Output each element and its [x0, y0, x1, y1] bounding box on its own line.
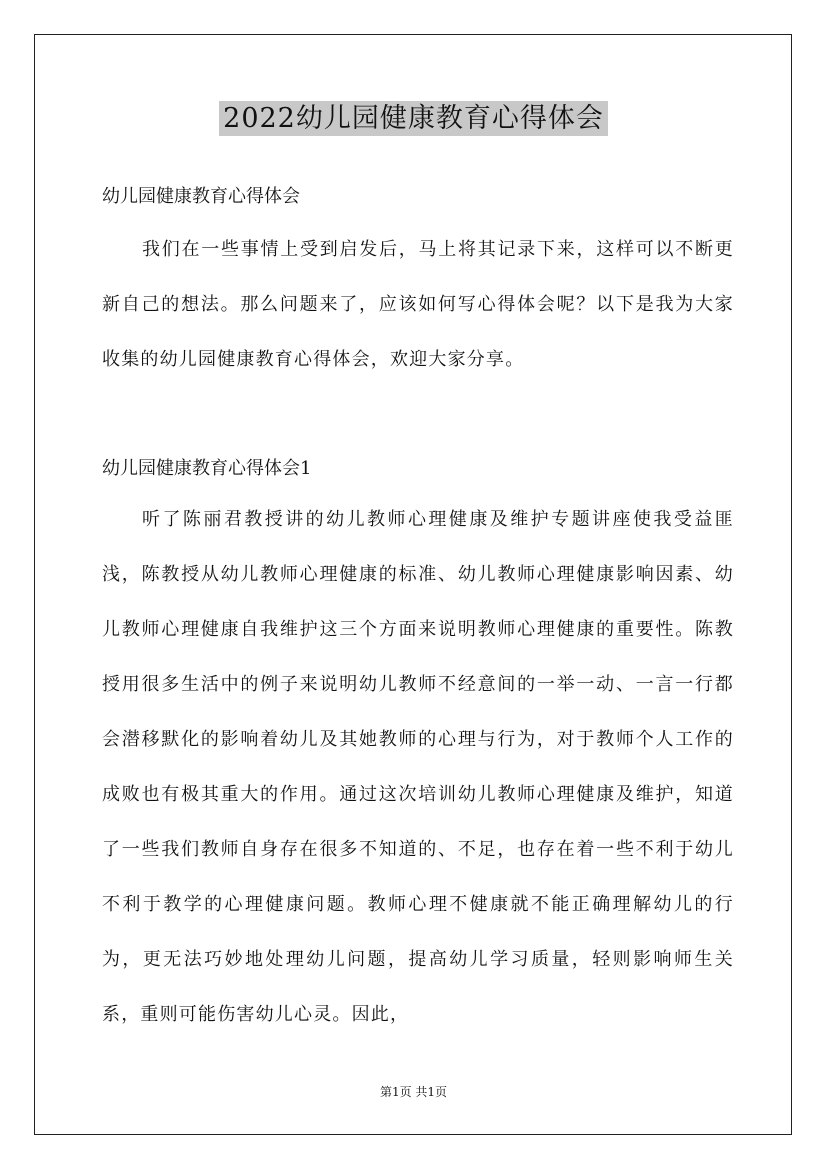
section1-heading: 幼儿园健康教育心得体会1 [102, 458, 312, 479]
document-title-container [0, 96, 827, 135]
intro-paragraph: 我们在一些事情上受到启发后，马上将其记录下来，这样可以不断更新自己的想法。那么问题来了，应该如何写心得体会呢？以下是我为大家收集的幼儿园健康教育心得体会，欢迎大家分享。 [102, 239, 734, 370]
section1-paragraph: 听了陈丽君教授讲的幼儿教师心理健康及维护专题讲座使我受益匪浅，陈教授从幼儿教师心理健康的标准、幼儿教师心理健康影响因素、幼儿教师心理健康自我维护这三个方面来说明教师心理健康的重要性。陈教授用很多生活中的例子来说明幼儿教师不经意间的一举一动、一言一行都会潜移默化的影响着幼儿及其她教师的心理与行为，对于教师个人工作的成败也有极其重大的作用。通过这次培训幼儿教师心理健康及维护，知道了一些我们教师自身存在很多不知道的、不足，也存在着一些不利于幼儿不利于教学的心理健康问题。教师心理不健康就不能正确理解幼儿的行为，更无法巧妙地处理幼儿问题，提高幼儿学习质量，轻则影响师生关系，重则可能伤害幼儿心灵。因此， [102, 509, 734, 1025]
document-subtitle: 幼儿园健康教育心得体会 [102, 186, 300, 207]
document-title: 2022幼儿园健康教育心得体会 [219, 101, 608, 136]
page-footer: 第1页 共1页 [379, 1085, 448, 1099]
